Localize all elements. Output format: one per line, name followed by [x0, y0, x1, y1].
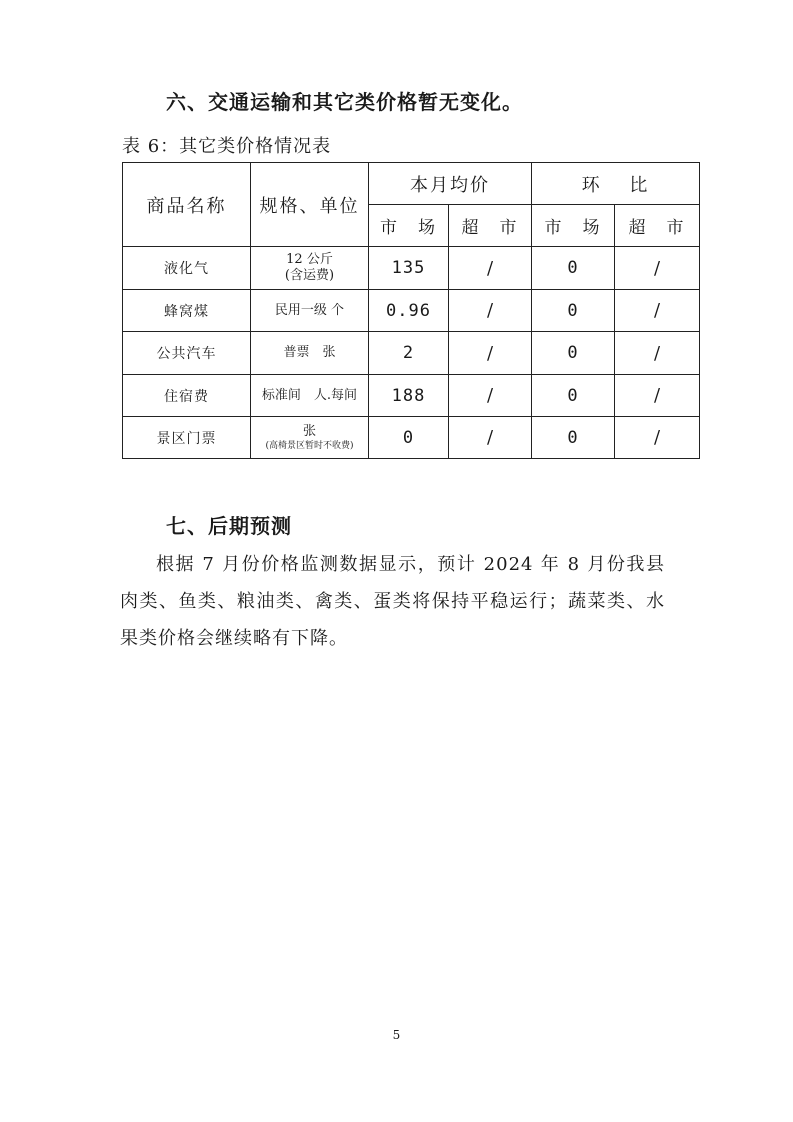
page-number: 5: [392, 1028, 401, 1042]
cell-mom-market: 0: [532, 290, 615, 332]
cell-name: 景区门票: [123, 417, 251, 459]
cell-avg-market: 2: [369, 332, 449, 375]
cell-spec-main: 12 公斤: [286, 252, 333, 267]
section7-paragraph: 根据 7 月份价格监测数据显示，预计 2024 年 8 月份我县肉类、鱼类、粮油类、禽类、蛋类将保持平稳运行；蔬菜类、水果类价格会继续略有下降。: [120, 554, 665, 649]
subheader-avg-market: 市 场: [369, 205, 449, 247]
cell-spec-note: (含运费): [284, 268, 335, 283]
table-row: [123, 375, 700, 417]
cell-mom-super: /: [615, 290, 700, 332]
cell-avg-market: 135: [369, 247, 449, 290]
cell-avg-market: 0.96: [369, 290, 449, 332]
table-caption: 表 6：其它类价格情况表: [122, 136, 332, 157]
section6-heading: 六、交通运输和其它类价格暂无变化。: [166, 90, 523, 114]
cell-name: 公共汽车: [123, 332, 251, 375]
table-row: [123, 290, 700, 332]
cell-mom-market: 0: [532, 417, 615, 459]
cell-spec: 普票 张: [251, 332, 369, 375]
cell-spec: [251, 417, 369, 459]
cell-mom-super: /: [615, 332, 700, 375]
cell-avg-super: /: [449, 247, 532, 290]
cell-avg-super: /: [449, 332, 532, 375]
subheader-mom-market: 市 场: [532, 205, 615, 247]
cell-avg-super: /: [449, 290, 532, 332]
cell-name: 蜂窝煤: [123, 290, 251, 332]
header-mom: 环 比: [532, 163, 700, 205]
cell-mom-super: /: [615, 375, 700, 417]
cell-mom-super: /: [615, 247, 700, 290]
cell-name: 住宿费: [123, 375, 251, 417]
header-spec-unit: 规格、单位: [251, 163, 369, 247]
table-row: [123, 332, 700, 375]
cell-spec: [251, 247, 369, 290]
cell-avg-super: /: [449, 375, 532, 417]
cell-mom-super: /: [615, 417, 700, 459]
section7-heading: 七、后期预测: [166, 514, 292, 538]
table-header-row: [123, 163, 700, 205]
table-row: [123, 417, 700, 459]
cell-mom-market: 0: [532, 375, 615, 417]
subheader-mom-super: 超 市: [615, 205, 700, 247]
header-avg-price: 本月均价: [369, 163, 532, 205]
header-product-name: 商品名称: [123, 163, 251, 247]
subheader-avg-super: 超 市: [449, 205, 532, 247]
cell-mom-market: 0: [532, 247, 615, 290]
cell-avg-market: 0: [369, 417, 449, 459]
cell-name: 液化气: [123, 247, 251, 290]
cell-spec: 标准间 人.每间: [251, 375, 369, 417]
table-row: [123, 247, 700, 290]
price-table: [122, 162, 700, 459]
cell-spec-main: 张: [302, 423, 316, 439]
cell-spec: 民用一级 个: [251, 290, 369, 332]
cell-mom-market: 0: [532, 332, 615, 375]
cell-spec-note: (高椅景区暂时不收费): [265, 440, 354, 451]
cell-avg-super: /: [449, 417, 532, 459]
cell-avg-market: 188: [369, 375, 449, 417]
